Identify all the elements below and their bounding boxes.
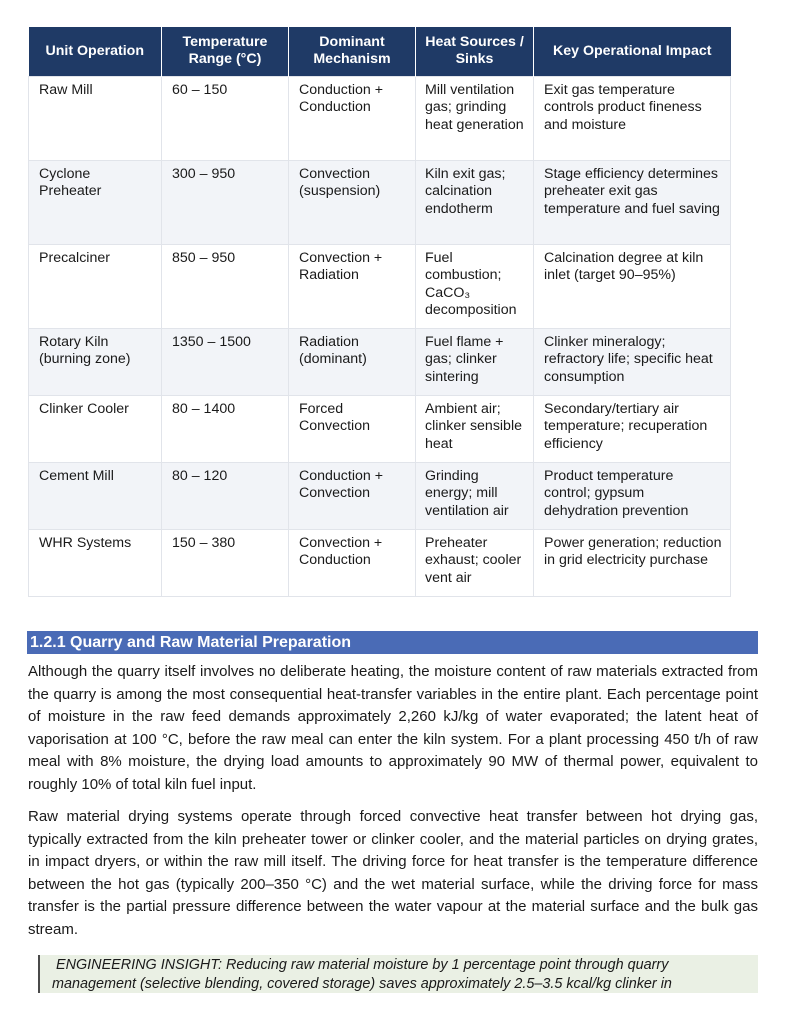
- cell-impact: Clinker mineralogy; refractory life; specific heat consumption: [534, 328, 731, 395]
- insight-text: ENGINEERING INSIGHT: Reducing raw material moisture by 1 percentage point through quarry management (selective blending, covered storage) saves approximately 2.5–3.5 kcal/kg clinker in: [52, 957, 672, 992]
- header-key-operational-impact: Key Operational Impact: [534, 27, 731, 76]
- cell-impact: Exit gas temperature controls product fineness and moisture: [534, 76, 731, 160]
- cell-unit: Clinker Cooler: [29, 395, 162, 462]
- header-heat-sources-sinks: Heat Sources / Sinks: [416, 27, 534, 76]
- cell-mechanism: Convection + Conduction: [289, 529, 416, 596]
- unit-operations-table: [28, 27, 731, 597]
- cell-mechanism: Conduction + Conduction: [289, 76, 416, 160]
- table-row: [29, 244, 731, 328]
- table-row: [29, 160, 731, 244]
- table-row: [29, 76, 731, 160]
- cell-mechanism: Forced Convection: [289, 395, 416, 462]
- cell-unit: Rotary Kiln (burning zone): [29, 328, 162, 395]
- body-paragraph: Raw material drying systems operate through forced convective heat transfer between hot drying gas, typically extracted from the kiln preheater tower or clinker cooler, and the material particles on drying grates, in impact dryers, or within the raw mill itself. The driving force for heat transfer is the temperature difference between the hot gas (typically 200–350 °C) and the wet material surface, while the driving force for mass transfer is the partial pressure difference between the water vapour at the material surface and the bulk gas stream.: [28, 808, 758, 938]
- cell-temp: 80 – 120: [162, 462, 289, 529]
- cell-impact: Product temperature control; gypsum dehydration prevention: [534, 462, 731, 529]
- table-row: [29, 462, 731, 529]
- cell-heat: Fuel combustion; CaCO₃ decomposition: [416, 244, 534, 328]
- header-unit-operation: Unit Operation: [29, 27, 162, 76]
- cell-temp: 1350 – 1500: [162, 328, 289, 395]
- cell-mechanism: Convection + Radiation: [289, 244, 416, 328]
- cell-impact: Stage efficiency determines preheater exit gas temperature and fuel saving: [534, 160, 731, 244]
- cell-temp: 150 – 380: [162, 529, 289, 596]
- engineering-insight-callout: [38, 955, 758, 993]
- body-paragraph: Although the quarry itself involves no deliberate heating, the moisture content of raw materials extracted from the quarry is among the most consequential heat-transfer variables in the entire plant. Each percentage point of moisture in the raw feed demands approximately 2,260 kJ/kg of water evaporated; the latent heat of vaporisation at 100 °C, before the raw meal can enter the kiln system. For a plant processing 450 t/h of raw meal with 8% moisture, the drying load amounts to approximately 90 MW of thermal power, equivalent to roughly 10% of total kiln fuel input.: [28, 663, 758, 793]
- cell-heat: Fuel flame + gas; clinker sintering: [416, 328, 534, 395]
- cell-unit: WHR Systems: [29, 529, 162, 596]
- cell-impact: Secondary/tertiary air temperature; recuperation efficiency: [534, 395, 731, 462]
- cell-impact: Power generation; reduction in grid electricity purchase: [534, 529, 731, 596]
- cell-mechanism: Convection (suspension): [289, 160, 416, 244]
- cell-unit: Cyclone Preheater: [29, 160, 162, 244]
- cell-mechanism: Radiation (dominant): [289, 328, 416, 395]
- section-heading: 1.2.1 Quarry and Raw Material Preparation: [27, 631, 758, 654]
- cell-heat: Ambient air; clinker sensible heat: [416, 395, 534, 462]
- cell-heat: Mill ventilation gas; grinding heat generation: [416, 76, 534, 160]
- header-temperature-range: Temperature Range (°C): [162, 27, 289, 76]
- cell-mechanism: Conduction + Convection: [289, 462, 416, 529]
- table-header-row: [29, 27, 731, 76]
- cell-temp: 300 – 950: [162, 160, 289, 244]
- cell-heat: Grinding energy; mill ventilation air: [416, 462, 534, 529]
- cell-heat: Kiln exit gas; calcination endotherm: [416, 160, 534, 244]
- cell-temp: 850 – 950: [162, 244, 289, 328]
- cell-temp: 80 – 1400: [162, 395, 289, 462]
- table-row: [29, 328, 731, 395]
- cell-heat: Preheater exhaust; cooler vent air: [416, 529, 534, 596]
- table-row: [29, 395, 731, 462]
- cell-temp: 60 – 150: [162, 76, 289, 160]
- table-row: [29, 529, 731, 596]
- header-dominant-mechanism: Dominant Mechanism: [289, 27, 416, 76]
- cell-unit: Raw Mill: [29, 76, 162, 160]
- cell-impact: Calcination degree at kiln inlet (target 90–95%): [534, 244, 731, 328]
- cell-unit: Precalciner: [29, 244, 162, 328]
- cell-unit: Cement Mill: [29, 462, 162, 529]
